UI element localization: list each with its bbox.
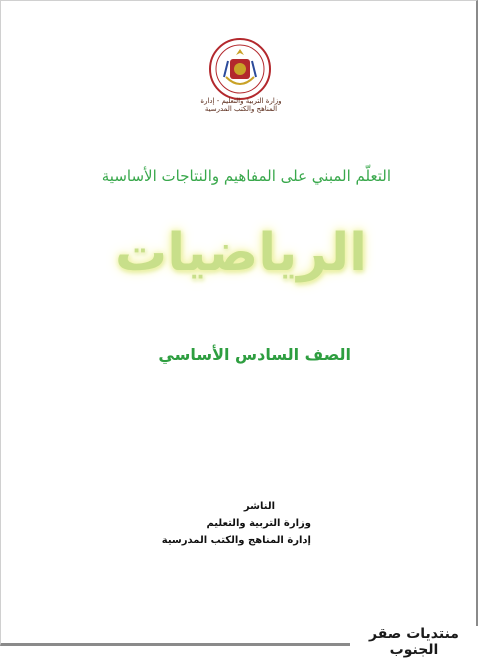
forum-watermark: منتديات صقر الجنوب [350,626,478,658]
ministry-caption: وزارة التربية والتعليم - إدارة المناهج والكتب المدرسية [200,97,282,113]
cover-title: الرياضيات [114,223,367,283]
grade-label: الصف السادس الأساسي [158,345,351,364]
publisher-block [151,501,311,552]
cover-subtitle: التعلّم المبني على المفاهيم والنتاجات الأساسية [101,167,391,185]
publisher-ministry: وزارة التربية والتعليم [206,518,311,529]
publisher-label: الناشر [243,501,275,512]
jordan-coat-of-arms-icon [208,37,272,101]
publisher-department: إدارة المناهج والكتب المدرسية [161,535,311,546]
